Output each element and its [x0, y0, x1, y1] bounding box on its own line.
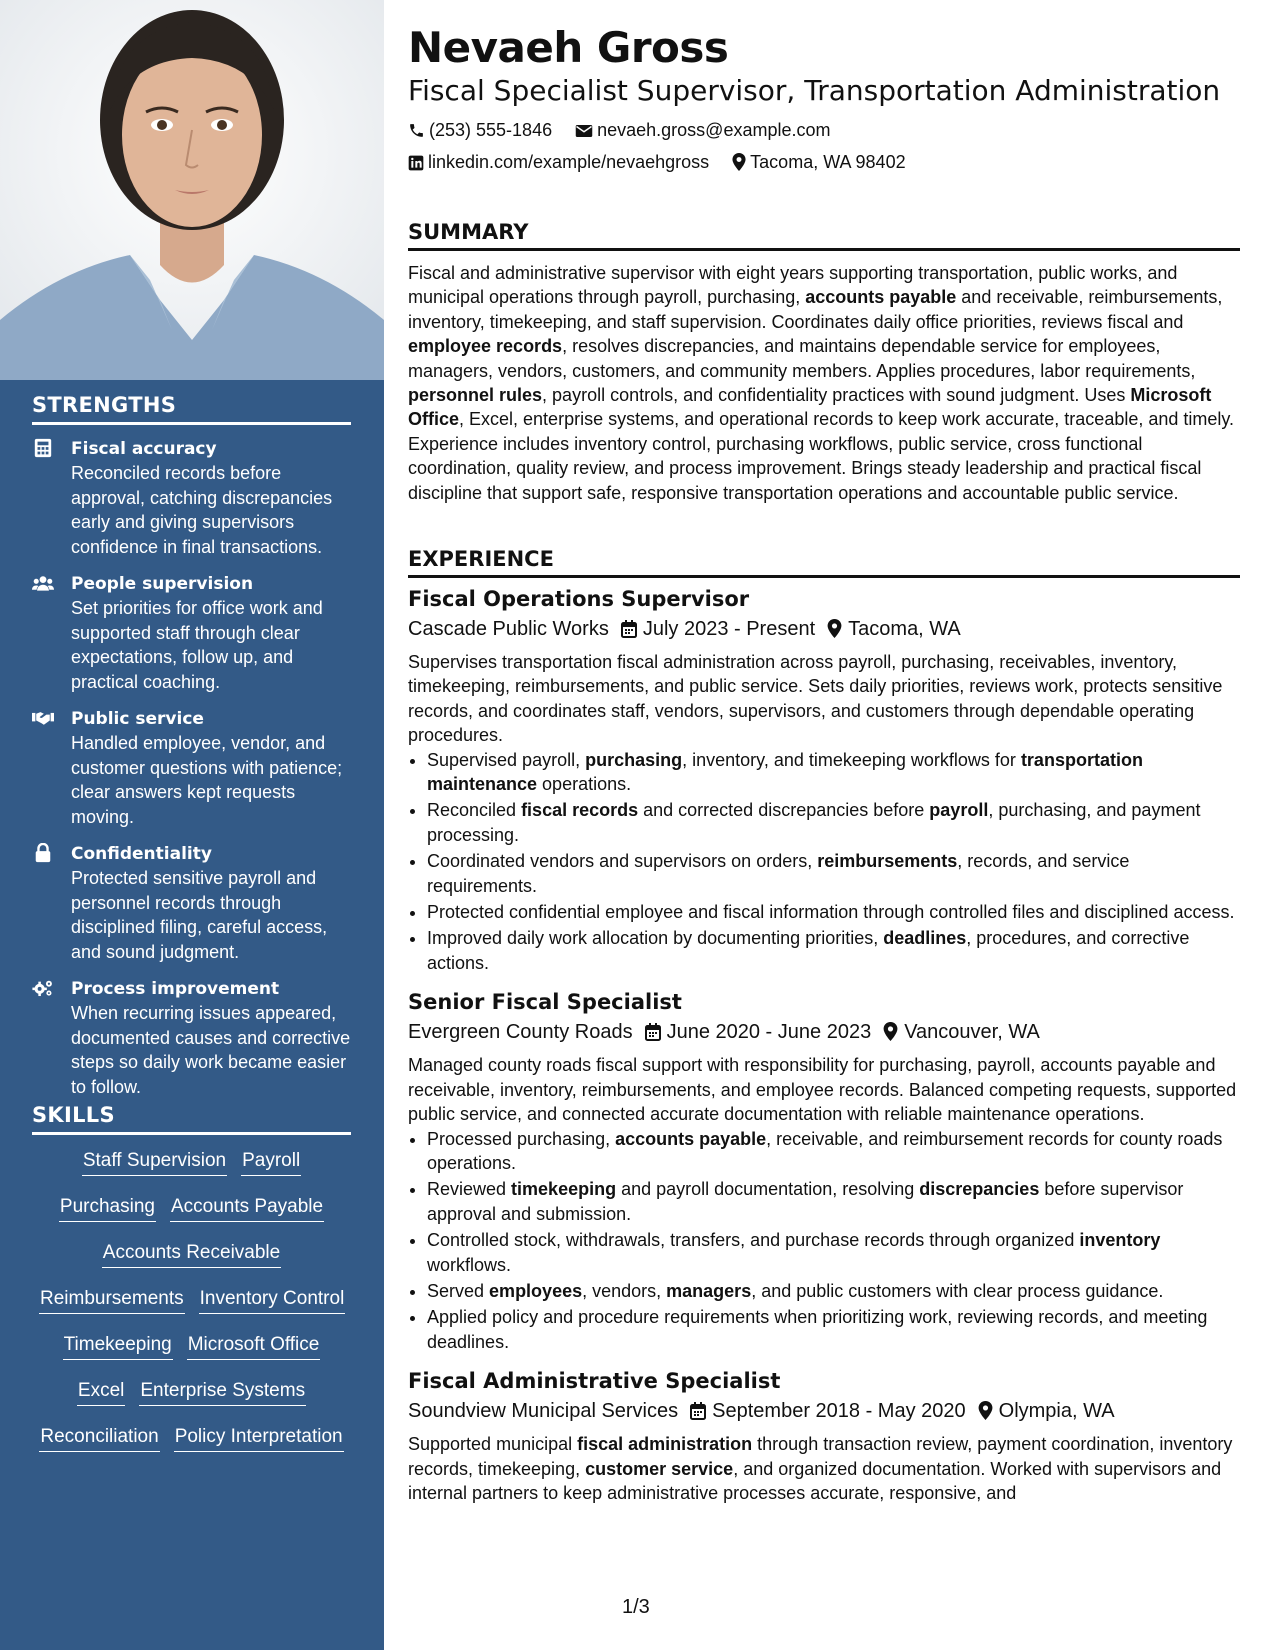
job-entry-fiscal-operations-supervisor — [408, 584, 1240, 975]
text-run: Protected confidential employee and fiscal information through controlled files and disciplined access. — [427, 902, 1235, 923]
text-run: before supervisor approval and submission. — [427, 1179, 1184, 1224]
bold-keyword: transportation maintenance — [427, 749, 1143, 795]
skills-row — [32, 1195, 351, 1222]
handshake-icon — [32, 708, 54, 728]
summary-text — [408, 261, 1240, 505]
strength-item-public-service — [32, 707, 351, 829]
skills-row — [32, 1333, 351, 1360]
strength-description: Protected sensitive payroll and personnel records through disciplined filing, careful access, and sound judgment. — [71, 868, 328, 962]
strengths-list — [32, 437, 351, 1099]
map-pin-icon — [978, 1401, 993, 1420]
contact-row-2 — [408, 146, 1240, 178]
job-meta — [408, 1396, 1240, 1426]
skill-tag-purchasing: Purchasing — [59, 1195, 156, 1222]
contact-row-1 — [408, 114, 1240, 146]
bullet-item — [427, 798, 1240, 847]
skill-tag-microsoft-office: Microsoft Office — [187, 1333, 321, 1360]
calculator-icon — [32, 438, 54, 458]
text-run: Managed county roads fiscal support with responsibility for purchasing, payroll, accounts payable and receivable, inventory, reimbursements, and employee records. Balanced competing requests, supported public service, and connected accurate documentation with reliable maintenance operations. — [408, 1055, 1237, 1125]
page-number: 1/3 — [622, 1596, 650, 1618]
map-pin-icon — [732, 153, 746, 171]
text-run: Supervised payroll, — [427, 749, 586, 770]
text-run: Improved daily work allocation by documenting priorities, — [427, 928, 884, 949]
bold-keyword: customer service — [585, 1458, 734, 1479]
job-dates: September 2018 - May 2020 — [712, 1400, 966, 1423]
text-run: , inventory, and timekeeping workflows for — [682, 749, 1021, 770]
job-location: Vancouver, WA — [904, 1021, 1040, 1044]
candidate-title: Fiscal Specialist Supervisor, Transportation Administration — [408, 74, 1221, 107]
phone-text: (253) 555-1846 — [429, 120, 553, 140]
bullet-item — [427, 1228, 1240, 1277]
bold-keyword: managers — [666, 1280, 752, 1301]
calendar-icon — [621, 620, 637, 638]
skills-row — [32, 1241, 351, 1268]
bold-keyword: fiscal administration — [577, 1434, 753, 1455]
linkedin-text: linkedin.com/example/nevaehgross — [428, 152, 710, 172]
experience-heading: EXPERIENCE — [408, 547, 1240, 578]
text-run: Processed purchasing, — [427, 1128, 616, 1149]
email-contact — [575, 114, 830, 146]
map-pin-icon — [883, 1022, 898, 1041]
calendar-icon — [690, 1402, 706, 1420]
users-icon — [32, 573, 54, 593]
job-company: Evergreen County Roads — [408, 1021, 633, 1044]
strength-description: Handled employee, vendor, and customer questions with patience; clear answers kept requests moving. — [71, 733, 343, 827]
strength-item-process-improvement — [32, 977, 351, 1099]
job-entry-fiscal-administrative-specialist — [408, 1366, 1240, 1505]
strength-item-confidentiality — [32, 842, 351, 964]
calendar-icon — [645, 1023, 661, 1041]
text-run: Served — [427, 1280, 490, 1301]
bold-keyword: timekeeping — [511, 1179, 617, 1200]
skill-tag-reimbursements: Reimbursements — [39, 1287, 185, 1314]
profile-photo — [0, 0, 384, 380]
strength-title: Fiscal accuracy — [71, 439, 217, 459]
job-meta — [408, 1017, 1240, 1047]
skill-tag-accounts-payable: Accounts Payable — [170, 1195, 324, 1222]
bold-keyword: Microsoft Office — [408, 385, 1212, 430]
text-run: , Excel, enterprise systems, and operational records to keep work accurate, traceable, and timely. Experience includes inventory control, purchasing workflows, public service, cross functional coordination, quality review, and process improvement. Brings steady leadership and practical fiscal discipline that support safe, responsive transportation operations and accountable public service. — [408, 409, 1235, 503]
job-description — [408, 1432, 1240, 1505]
text-run: , payroll controls, and confidentiality practices with sound judgment. Uses — [542, 385, 1131, 406]
linkedin-contact — [408, 146, 709, 178]
job-bullets — [408, 1127, 1240, 1355]
text-run: Supervises transportation fiscal administration across payroll, purchasing, receivables, inventory, timekeeping, reimbursements, and public service. Sets daily priorities, reviews work, protects sensitive records, and coordinates staff, vendors, supervisors, and customers through dependable operating procedures. — [408, 652, 1223, 746]
bold-keyword: accounts payable — [615, 1128, 767, 1149]
job-bullets — [408, 748, 1240, 976]
summary-heading: SUMMARY — [408, 220, 1240, 251]
skills-list — [32, 1149, 351, 1452]
strength-title: Confidentiality — [71, 844, 212, 864]
job-company: Cascade Public Works — [408, 618, 609, 640]
text-run: Supported municipal — [408, 1434, 578, 1455]
portrait-image — [0, 0, 384, 380]
job-title: Fiscal Operations Supervisor — [408, 587, 750, 611]
strength-item-people-supervision — [32, 572, 351, 694]
bold-keyword: personnel rules — [408, 385, 543, 406]
strengths-section — [32, 393, 351, 1112]
skill-tag-inventory-control: Inventory Control — [199, 1287, 346, 1314]
location-contact — [732, 146, 905, 178]
text-run: , and organized documentation. Worked with supervisors and internal partners to keep administrative processes accurate, responsive, and — [408, 1458, 1222, 1503]
text-run: , and public customers with clear process guidance. — [751, 1280, 1164, 1301]
bullet-item — [427, 1127, 1240, 1176]
email-text: nevaeh.gross@example.com — [597, 120, 831, 140]
bold-keyword: employee records — [408, 336, 563, 357]
candidate-name: Nevaeh Gross — [408, 23, 729, 72]
job-description — [408, 1053, 1240, 1126]
job-title: Fiscal Administrative Specialist — [408, 1369, 781, 1394]
skill-tag-reconciliation: Reconciliation — [39, 1425, 159, 1452]
text-run: Reconciled — [427, 800, 522, 821]
linkedin-icon — [408, 155, 424, 171]
skill-tag-policy-interpretation: Policy Interpretation — [174, 1425, 344, 1452]
text-run: and receivable, reimbursements, inventory, timekeeping, and staff supervision. Coordinates daily office priorities, reviews fiscal and — [408, 287, 1223, 332]
text-run: , procedures, and corrective actions. — [427, 928, 1190, 973]
bullet-item — [427, 748, 1240, 797]
job-description — [408, 650, 1240, 748]
text-run: Coordinated vendors and supervisors on orders, — [427, 851, 818, 872]
skill-tag-enterprise-systems: Enterprise Systems — [139, 1379, 306, 1406]
jobs-list — [408, 584, 1240, 1505]
strength-title: People supervision — [71, 574, 254, 594]
skills-section — [32, 1103, 351, 1471]
text-run: Reviewed — [427, 1179, 512, 1200]
lock-icon — [32, 843, 54, 863]
job-meta — [408, 614, 1240, 644]
location-text: Tacoma, WA 98402 — [750, 152, 906, 172]
job-entry-senior-fiscal-specialist — [408, 987, 1240, 1354]
skills-row — [32, 1287, 351, 1314]
bold-keyword: discrepancies — [919, 1179, 1040, 1200]
job-company: Soundview Municipal Services — [408, 1400, 679, 1423]
envelope-icon — [575, 123, 593, 139]
bullet-item — [427, 1177, 1240, 1226]
skill-tag-timekeeping: Timekeeping — [63, 1333, 173, 1360]
map-pin-icon — [827, 619, 842, 638]
skill-tag-payroll: Payroll — [241, 1149, 301, 1176]
bold-keyword: fiscal records — [521, 800, 639, 821]
text-run: , vendors, — [582, 1280, 667, 1301]
phone-icon — [408, 122, 425, 139]
skills-row — [32, 1149, 351, 1176]
strength-description: Set priorities for office work and supported staff through clear expectations, follow up, and practical coaching. — [71, 598, 323, 692]
bold-keyword: inventory — [1079, 1230, 1161, 1251]
bold-keyword: employees — [489, 1280, 583, 1301]
bold-keyword: payroll — [929, 800, 989, 821]
strength-title: Public service — [71, 709, 204, 729]
text-run: workflows. — [427, 1254, 512, 1275]
job-dates: July 2023 - Present — [642, 618, 816, 640]
job-location: Tacoma, WA — [848, 618, 961, 640]
text-run: Applied policy and procedure requirements when prioritizing work, reviewing records, and meeting deadlines. — [427, 1307, 1208, 1352]
job-title: Senior Fiscal Specialist — [408, 990, 682, 1015]
summary-section — [408, 220, 1240, 505]
skill-tag-accounts-receivable: Accounts Receivable — [102, 1241, 281, 1268]
job-location: Olympia, WA — [998, 1400, 1115, 1423]
gears-icon — [32, 978, 54, 998]
text-run: Fiscal and administrative supervisor with eight years supporting transportation, public works, and municipal operations through payroll, purchasing, — [408, 263, 1178, 308]
strength-description: When recurring issues appeared, documented causes and corrective steps so daily work became easier to follow. — [71, 1003, 351, 1097]
bold-keyword: deadlines — [883, 928, 967, 949]
bold-keyword: purchasing — [585, 749, 683, 770]
skill-tag-staff-supervision: Staff Supervision — [82, 1149, 227, 1176]
phone-contact — [408, 114, 552, 146]
strength-description: Reconciled records before approval, catching discrepancies early and giving supervisors confidence in final transactions. — [71, 463, 333, 557]
text-run: and payroll documentation, resolving — [616, 1179, 920, 1200]
bullet-item — [427, 1305, 1240, 1354]
text-run: and corrected discrepancies before — [638, 800, 930, 821]
experience-section — [408, 547, 1240, 1517]
text-run: , purchasing, and payment processing. — [427, 800, 1201, 845]
text-run: , records, and service requirements. — [427, 851, 1130, 896]
text-run: , resolves discrepancies, and maintains dependable service for employees, managers, vendors, customers, and community members. Applies procedures, labor requirements, — [408, 336, 1196, 381]
strengths-heading: STRENGTHS — [32, 393, 351, 425]
bold-keyword: accounts payable — [805, 287, 957, 308]
skills-row — [32, 1379, 351, 1406]
sidebar — [0, 0, 384, 1650]
text-run: , receivable, and reimbursement records for county roads operations. — [427, 1128, 1223, 1173]
bullet-item — [427, 900, 1240, 924]
skills-row — [32, 1425, 351, 1452]
skills-heading: SKILLS — [32, 1103, 351, 1135]
strength-title: Process improvement — [71, 979, 280, 999]
text-run: through transaction review, payment coordination, inventory records, timekeeping, — [408, 1434, 1233, 1479]
strength-item-fiscal-accuracy — [32, 437, 351, 559]
main-content — [408, 22, 1240, 1503]
text-run: operations. — [537, 774, 632, 795]
bullet-item — [427, 1279, 1240, 1303]
bullet-item — [427, 849, 1240, 898]
bold-keyword: reimbursements — [817, 851, 958, 872]
bullet-item — [427, 926, 1240, 975]
job-dates: June 2020 - June 2023 — [666, 1021, 872, 1044]
text-run: Controlled stock, withdrawals, transfers, and purchase records through organized — [427, 1230, 1080, 1251]
skill-tag-excel: Excel — [77, 1379, 125, 1406]
